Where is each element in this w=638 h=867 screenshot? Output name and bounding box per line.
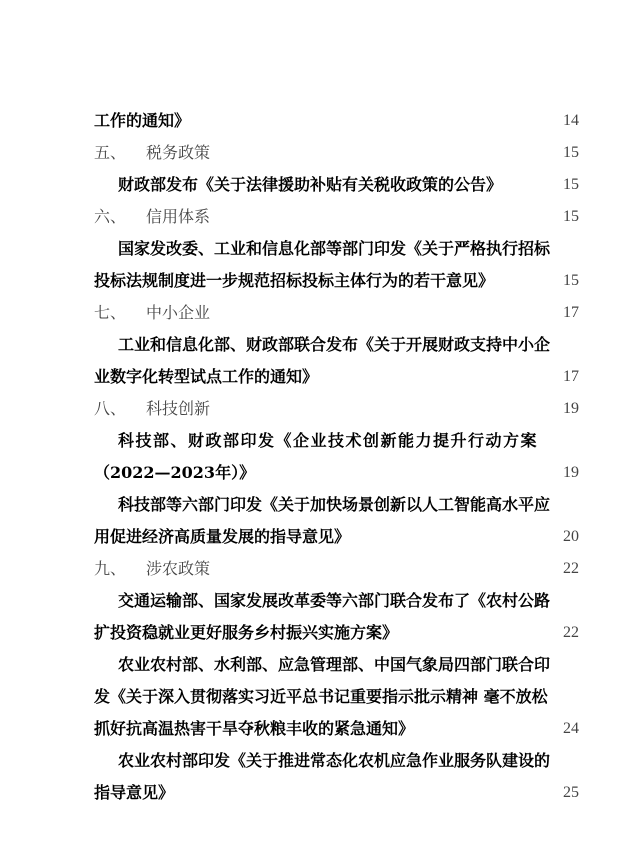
toc-page-number: 19	[563, 464, 579, 481]
toc-entry-text: 指导意见》	[94, 783, 175, 802]
section-title	[94, 139, 210, 167]
toc-section-heading[interactable]	[0, 203, 638, 231]
toc-page-number: 22	[563, 624, 579, 641]
toc-page-number: 15	[563, 208, 579, 225]
section-name: 中小企业	[146, 303, 211, 322]
toc-page-number: 24	[563, 720, 579, 737]
toc-page-number: 17	[563, 368, 579, 385]
section-name: 涉农政策	[146, 559, 211, 578]
toc-section-heading[interactable]	[0, 395, 638, 423]
toc-entry-line[interactable]	[0, 107, 638, 135]
toc-entry-text: 抓好抗高温热害干旱夺秋粮丰收的紧急通知》	[94, 719, 415, 738]
section-title	[94, 395, 210, 423]
toc-entry-text: 科技部等六部门印发《关于加快场景创新以人工智能高水平应	[118, 495, 551, 514]
section-number: 五、	[94, 143, 127, 162]
toc-entry-line[interactable]	[0, 491, 638, 519]
section-number: 九、	[94, 559, 127, 578]
toc-entry-line[interactable]	[0, 651, 638, 679]
toc-entry-line[interactable]	[0, 715, 638, 743]
toc-page-number: 25	[563, 784, 579, 801]
toc-entry-line[interactable]	[0, 779, 638, 807]
toc-page-number: 14	[563, 112, 579, 129]
toc-section-heading[interactable]	[0, 299, 638, 327]
toc-entry-text: 工业和信息化部、财政部联合发布《关于开展财政支持中小企	[118, 335, 551, 354]
toc-entry-line[interactable]	[0, 523, 638, 551]
toc-page-number: 20	[563, 528, 579, 545]
section-title	[94, 203, 210, 231]
toc-entry-text: 农业农村部、水利部、应急管理部、中国气象局四部门联合印	[118, 655, 551, 674]
toc-page-number: 17	[563, 304, 579, 321]
toc-page-number: 15	[563, 272, 579, 289]
toc-entry-text: 财政部发布《关于法律援助补贴有关税收政策的公告》	[118, 175, 503, 194]
section-title	[94, 299, 210, 327]
section-name: 信用体系	[146, 207, 211, 226]
toc-entry-line[interactable]	[0, 747, 638, 775]
toc-entry-line[interactable]	[0, 619, 638, 647]
toc-entry-line[interactable]	[0, 331, 638, 359]
toc-page-number: 19	[563, 400, 579, 417]
toc-entry-text: 用促进经济高质量发展的指导意见》	[94, 527, 351, 546]
toc-entry-text: 国家发改委、工业和信息化部等部门印发《关于严格执行招标	[118, 239, 551, 258]
section-number: 六、	[94, 207, 127, 226]
toc-entry-text: 工作的通知》	[94, 111, 191, 130]
section-name: 税务政策	[146, 143, 211, 162]
section-number: 八、	[94, 399, 127, 418]
toc-entry-text: 科技部、财政部印发《企业技术创新能力提升行动方案	[118, 431, 539, 450]
toc-entry-line[interactable]	[0, 171, 638, 199]
toc-entry-text: 投标法规制度进一步规范招标投标主体行为的若干意见》	[94, 271, 495, 290]
toc-page-number: 15	[563, 176, 579, 193]
toc-entry-line[interactable]	[0, 235, 638, 263]
section-title	[94, 555, 210, 583]
toc-entry-line[interactable]	[0, 363, 638, 391]
toc-section-heading[interactable]	[0, 555, 638, 583]
toc-entry-line[interactable]	[0, 267, 638, 295]
toc-entry-line[interactable]	[0, 427, 638, 455]
toc-entry-line[interactable]	[0, 459, 638, 487]
toc-entry-line[interactable]	[0, 683, 638, 711]
toc-entry-text: 扩投资稳就业更好服务乡村振兴实施方案》	[94, 623, 399, 642]
toc-entry-text: 发《关于深入贯彻落实习近平总书记重要指示批示精神 毫不放松	[94, 687, 548, 706]
toc-page-number: 15	[563, 144, 579, 161]
toc-entry-text: 农业农村部印发《关于推进常态化农机应急作业服务队建设的	[118, 751, 551, 770]
section-number: 七、	[94, 303, 127, 322]
toc-section-heading[interactable]	[0, 139, 638, 167]
toc-entry-text: （2022—2023年）》	[94, 463, 256, 482]
toc-page-number: 22	[563, 560, 579, 577]
toc-entry-line[interactable]	[0, 587, 638, 615]
toc-entry-text: 业数字化转型试点工作的通知》	[94, 367, 319, 386]
section-name: 科技创新	[146, 399, 211, 418]
toc-entry-text: 交通运输部、国家发展改革委等六部门联合发布了《农村公路	[118, 591, 551, 610]
